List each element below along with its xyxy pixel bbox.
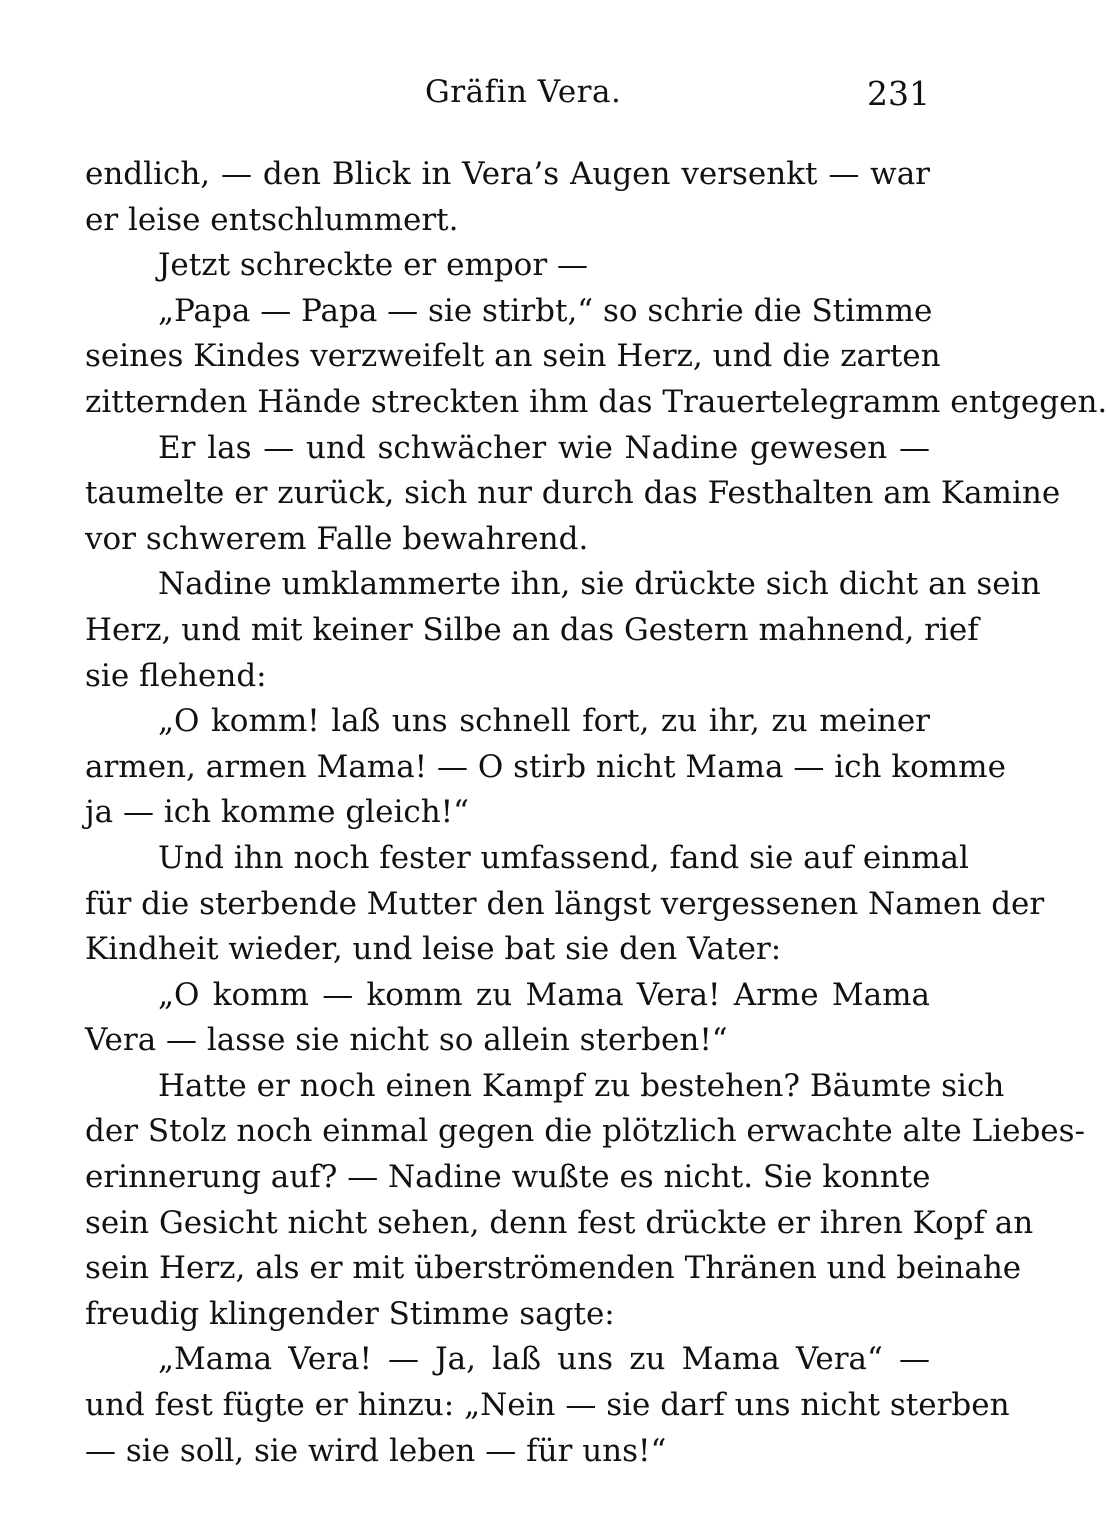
text-line: erinnerung auf? — Nadine wußte es nicht. Sie konnte (85, 1159, 931, 1196)
text-line: Nadine umklammerte ihn, sie drückte sich dicht an sein (158, 566, 1041, 603)
text-line: und fest fügte er hinzu: „Nein — sie darf uns nicht sterben (85, 1387, 1010, 1424)
text-line: zitternden Hände streckten ihm das Trauertelegramm entgegen. (85, 383, 1107, 420)
text-line: „Mama Vera! — Ja, laß uns zu Mama Vera“ — (158, 1341, 930, 1378)
text-line: „O komm! laß uns schnell fort, zu ihr, zu meiner (158, 703, 930, 740)
text-line: für die sterbende Mutter den längst vergessenen Namen der (85, 885, 1045, 922)
text-line: freudig klingender Stimme sagte: (85, 1295, 615, 1332)
text-line: taumelte er zurück, sich nur durch das Festhalten am Kamine (85, 475, 1061, 512)
text-line: armen, armen Mama! — O stirb nicht Mama — ich komme (85, 748, 1006, 785)
text-line: Jetzt schreckte er empor — (158, 247, 589, 284)
text-line: sie flehend: (85, 657, 267, 694)
text-line: er leise entschlummert. (85, 201, 459, 238)
page-header (85, 70, 930, 126)
text-line: — sie soll, sie wird leben — für uns!“ (85, 1432, 667, 1469)
text-line: Er las — und schwächer wie Nadine gewesen — (158, 429, 930, 466)
text-line: sein Gesicht nicht sehen, denn fest drückte er ihren Kopf an (85, 1204, 1034, 1241)
text-line: der Stolz noch einmal gegen die plötzlich erwachte alte Liebes- (85, 1113, 1086, 1150)
text-line: vor schwerem Falle bewahrend. (85, 520, 589, 557)
running-title: Gräfin Vera. (425, 74, 622, 110)
text-line: ja — ich komme gleich!“ (85, 794, 469, 831)
text-line: Und ihn noch fester umfassend, fand sie auf einmal (158, 839, 969, 876)
text-line: Herz, und mit keiner Silbe an das Gestern mahnend, rief (85, 611, 979, 648)
body-text (85, 152, 1107, 1474)
text-line: Hatte er noch einen Kampf zu bestehen? Bäumte sich (158, 1067, 1005, 1104)
page-number: 231 (867, 74, 930, 113)
text-line: Vera — lasse sie nicht so allein sterben!“ (85, 1022, 728, 1059)
text-line: „O komm — komm zu Mama Vera! Arme Mama (158, 976, 930, 1013)
text-line: seines Kindes verzweifelt an sein Herz, und die zarten (85, 338, 941, 375)
text-line: „Papa — Papa — sie stirbt,“ so schrie die Stimme (158, 292, 933, 329)
text-line: sein Herz, als er mit überströmenden Thränen und beinahe (85, 1250, 1022, 1287)
text-line: Kindheit wieder, und leise bat sie den Vater: (85, 931, 782, 968)
text-line: endlich, — den Blick in Vera’s Augen versenkt — war (85, 156, 930, 192)
